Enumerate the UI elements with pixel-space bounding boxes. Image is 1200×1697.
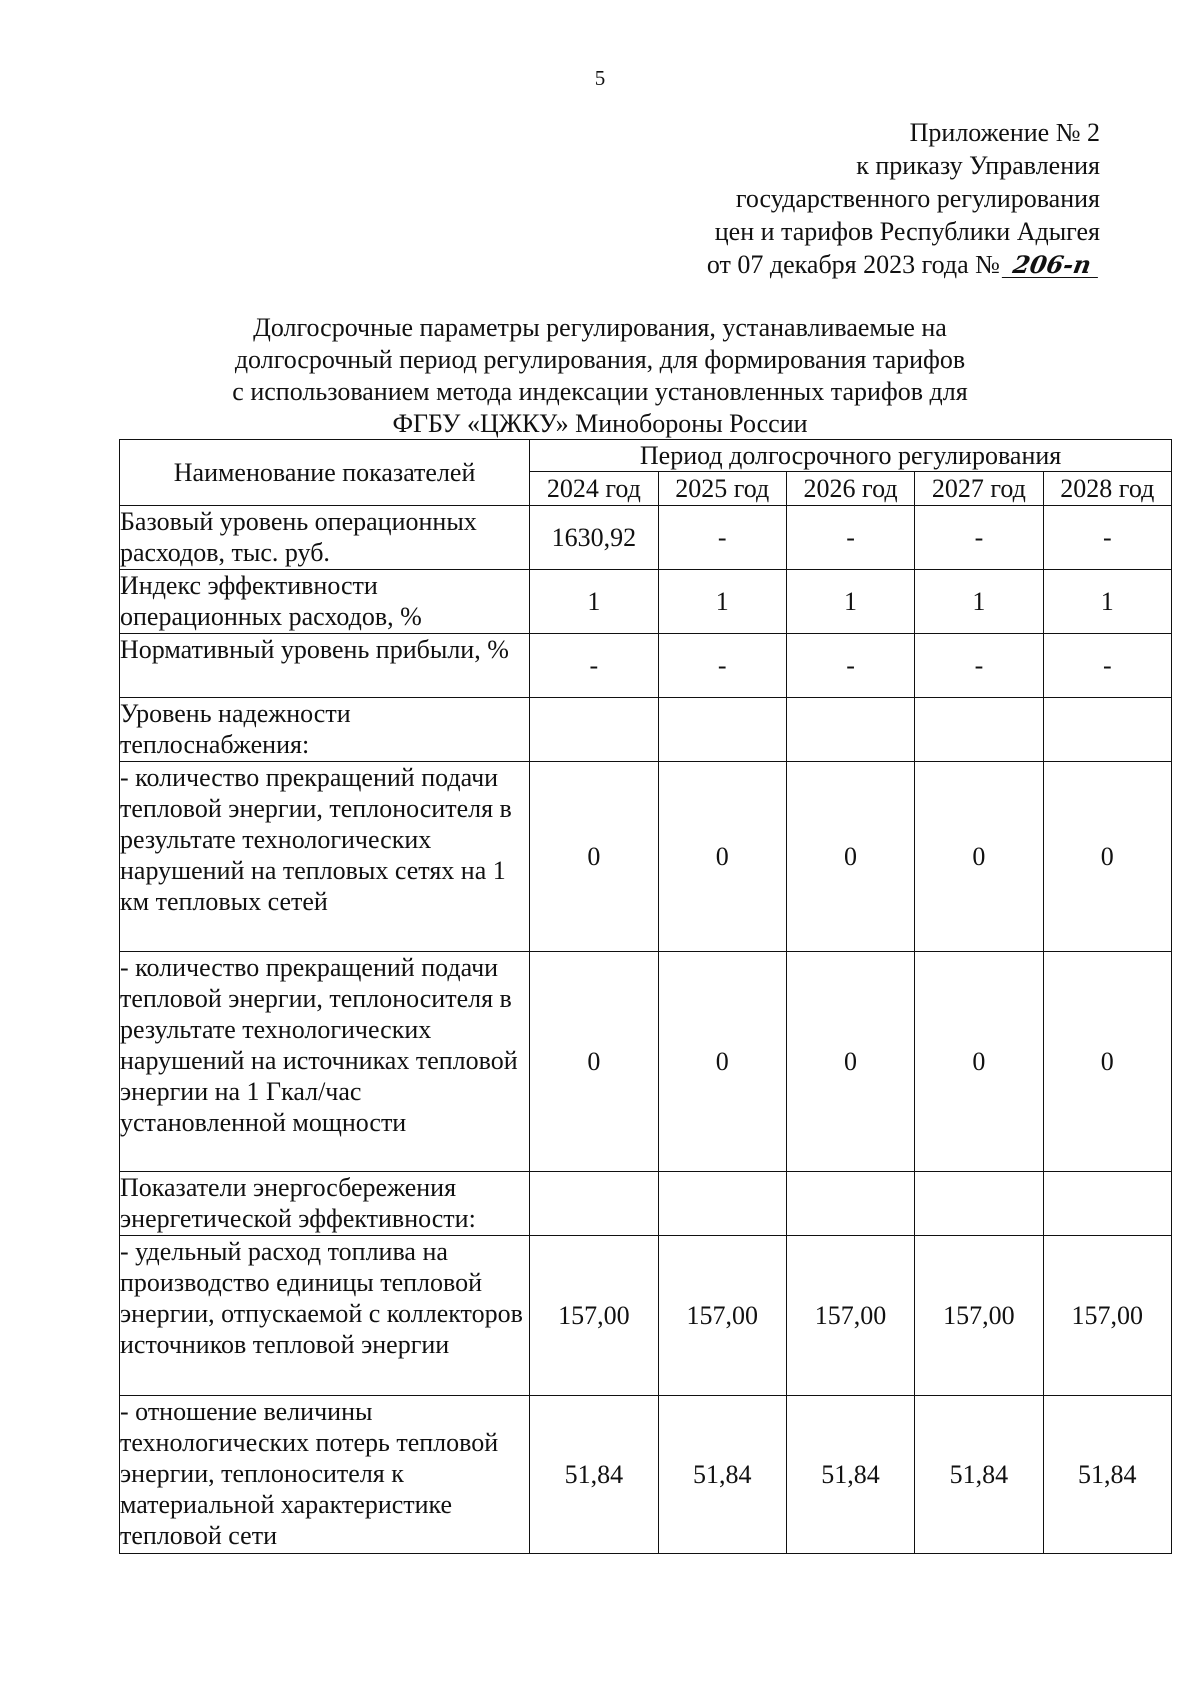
- row-value: [658, 698, 786, 762]
- table-row: [120, 570, 1172, 634]
- row-value: -: [530, 634, 658, 698]
- row-value: 157,00: [786, 1236, 914, 1396]
- row-name: - удельный расход топлива на производство единицы тепловой энергии, отпускаемой с коллекторов источников тепловой энергии: [120, 1236, 530, 1396]
- row-value: 51,84: [530, 1396, 658, 1554]
- row-value: 0: [786, 952, 914, 1172]
- row-value: 1: [530, 570, 658, 634]
- row-value: 1: [915, 570, 1043, 634]
- appendix-line: цен и тарифов Республики Адыгея: [714, 217, 1100, 246]
- row-value: [1043, 1172, 1171, 1236]
- row-value: 0: [1043, 762, 1171, 952]
- row-value: 51,84: [1043, 1396, 1171, 1554]
- row-value: -: [1043, 506, 1171, 570]
- row-value: -: [1043, 634, 1171, 698]
- title-line: с использованием метода индексации установленных тарифов для: [232, 377, 968, 406]
- row-value: [1043, 698, 1171, 762]
- year-header: 2026 год: [786, 472, 914, 506]
- year-header: 2025 год: [658, 472, 786, 506]
- appendix-date-line: [707, 248, 1100, 281]
- row-value: [915, 1172, 1043, 1236]
- table-row: [120, 698, 1172, 762]
- parameters-table: [119, 439, 1172, 1554]
- row-value: 1: [658, 570, 786, 634]
- appendix-date: от 07 декабря 2023 года №: [706, 250, 1000, 279]
- row-value: [658, 1172, 786, 1236]
- row-value: 0: [786, 762, 914, 952]
- row-value: [915, 698, 1043, 762]
- row-value: 0: [915, 762, 1043, 952]
- document-title: [0, 312, 1200, 440]
- row-value: 1: [1043, 570, 1171, 634]
- appendix-line: Приложение № 2: [909, 118, 1100, 147]
- row-name: - количество прекращений подачи тепловой энергии, теплоносителя в результате технологических нарушений на источниках тепловой энергии на 1 Гкал/час установленной мощности: [120, 952, 530, 1172]
- row-name: Нормативный уровень прибыли, %: [120, 634, 530, 698]
- row-value: 0: [915, 952, 1043, 1172]
- row-value: -: [786, 634, 914, 698]
- year-header: 2024 год: [530, 472, 658, 506]
- row-name: Уровень надежности теплоснабжения:: [120, 698, 530, 762]
- table-header-row: [120, 440, 1172, 472]
- row-value: [530, 1172, 658, 1236]
- table-row: [120, 1236, 1172, 1396]
- name-column-header: Наименование показателей: [120, 440, 530, 506]
- handwritten-order-number: 206-п: [1002, 253, 1102, 278]
- table-row: [120, 634, 1172, 698]
- row-value: 157,00: [915, 1236, 1043, 1396]
- period-header: Период долгосрочного регулирования: [530, 440, 1172, 472]
- table-row: [120, 952, 1172, 1172]
- table-row: [120, 762, 1172, 952]
- row-value: 51,84: [915, 1396, 1043, 1554]
- title-line: ФГБУ «ЦЖКУ» Минобороны России: [392, 409, 808, 438]
- table-row: [120, 1172, 1172, 1236]
- title-line: Долгосрочные параметры регулирования, устанавливаемые на: [253, 313, 947, 342]
- row-value: [786, 1172, 914, 1236]
- row-name: Показатели энергосбережения энергетической эффективности:: [120, 1172, 530, 1236]
- row-value: [786, 698, 914, 762]
- row-value: -: [658, 634, 786, 698]
- row-value: 1: [786, 570, 914, 634]
- row-value: 157,00: [530, 1236, 658, 1396]
- year-header: 2028 год: [1043, 472, 1171, 506]
- row-value: 51,84: [658, 1396, 786, 1554]
- row-value: 0: [658, 952, 786, 1172]
- row-value: 51,84: [786, 1396, 914, 1554]
- row-value: 0: [530, 952, 658, 1172]
- row-value: 0: [658, 762, 786, 952]
- appendix-line: государственного регулирования: [735, 184, 1100, 213]
- row-value: 0: [1043, 952, 1171, 1172]
- row-value: 157,00: [1043, 1236, 1171, 1396]
- row-value: 1630,92: [530, 506, 658, 570]
- title-line: долгосрочный период регулирования, для формирования тарифов: [234, 345, 966, 374]
- table-row: [120, 1396, 1172, 1554]
- row-value: -: [658, 506, 786, 570]
- row-name: Базовый уровень операционных расходов, тыс. руб.: [120, 506, 530, 570]
- row-name: Индекс эффективности операционных расходов, %: [120, 570, 530, 634]
- row-value: -: [786, 506, 914, 570]
- row-value: [530, 698, 658, 762]
- row-value: 157,00: [658, 1236, 786, 1396]
- row-name: - количество прекращений подачи тепловой энергии, теплоносителя в результате технологических нарушений на тепловых сетях на 1 км тепловых сетей: [120, 762, 530, 952]
- table-row: [120, 506, 1172, 570]
- row-name: - отношение величины технологических потерь тепловой энергии, теплоносителя к материальной характеристике тепловой сети: [120, 1396, 530, 1554]
- page-number: 5: [594, 66, 606, 90]
- row-value: -: [915, 634, 1043, 698]
- year-header: 2027 год: [915, 472, 1043, 506]
- row-value: -: [915, 506, 1043, 570]
- appendix-header: [707, 116, 1100, 281]
- row-value: 0: [530, 762, 658, 952]
- appendix-line: к приказу Управления: [856, 151, 1100, 180]
